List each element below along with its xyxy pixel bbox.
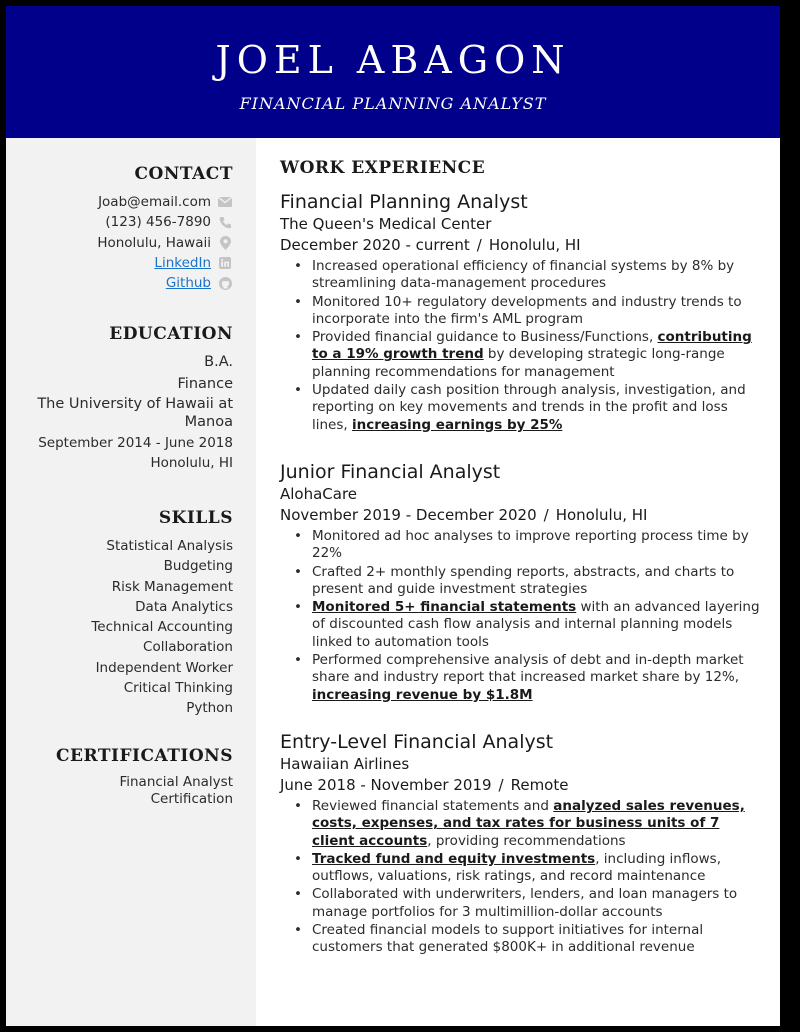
email-text[interactable]: Joab@email.com (98, 194, 211, 210)
highlight-text: contributing to a 19% growth trend (312, 329, 752, 363)
skills-section (13, 508, 233, 719)
contact-section (13, 164, 233, 293)
job-dates: June 2018 - November 2019 (280, 776, 492, 794)
job-title: Entry-Level Financial Analyst (280, 731, 554, 753)
education-section (13, 324, 233, 474)
job-location: Honolulu, HI (488, 236, 581, 254)
bullet-item: • Reviewed financial statements and analyzed sales revenues, costs, expenses, and tax rates for business units of 7 client accounts, providing recommendations (280, 798, 760, 850)
github-link[interactable]: Github (165, 275, 211, 292)
bullet-item: • Updated daily cash position through analysis, investigation, and reporting on key movements and trends in the profit and loss lines, increasing earnings by 25% (280, 382, 760, 434)
job-meta: June 2018 - November 2019 / Remote (280, 776, 569, 794)
linkedin-icon (217, 256, 233, 270)
skill-item: Collaboration (143, 639, 233, 656)
certifications-section (13, 746, 233, 807)
bullet-item: • Monitored 10+ regulatory developments and industry trends to incorporate into the firm's AML program (280, 294, 760, 329)
highlight-text: analyzed sales revenues, costs, expenses, and tax rates for business units of 7 client accounts (312, 798, 745, 849)
bullet-item: • Collaborated with underwriters, lenders, and loan managers to manage portfolios for 3 multimillion-dollar accounts (280, 886, 760, 921)
bullet-item: • Performed comprehensive analysis of debt and in-depth market share and industry report that increased market share by 12%, increasing revenue by $1.8M (280, 652, 760, 704)
job-company: The Queen's Medical Center (280, 215, 492, 233)
skill-item: Technical Accounting (91, 619, 233, 636)
sidebar (6, 138, 256, 1026)
highlight-text: Monitored 5+ financial statements (312, 599, 577, 616)
skills-heading: SKILLS (158, 508, 233, 528)
contact-location (13, 233, 233, 253)
education-heading: EDUCATION (109, 324, 233, 344)
skill-item: Budgeting (163, 558, 233, 575)
job-company: Hawaiian Airlines (280, 755, 410, 773)
job-dates: November 2019 - December 2020 (280, 506, 537, 524)
job-entry (280, 460, 760, 705)
bullet-item: • Provided financial guidance to Business/Functions, contributing to a 19% growth trend by developing strategic long-range planning recommendations for management (280, 329, 760, 381)
bullet-item: • Tracked fund and equity investments, including inflows, outflows, valuations, risk ratings, and record maintenance (280, 851, 760, 886)
resume-header (6, 6, 780, 138)
contact-github[interactable] (13, 273, 233, 293)
skill-item: Python (186, 700, 233, 717)
job-location: Remote (510, 776, 569, 794)
job-entry (280, 730, 760, 958)
skill-item: Data Analytics (135, 598, 233, 615)
location-text: Honolulu, Hawaii (97, 234, 211, 251)
linkedin-link[interactable]: LinkedIn (154, 254, 211, 271)
certification-item: Financial Analyst Certification (119, 774, 233, 807)
bullet-item: • Created financial models to support initiatives for internal customers that generated $800K+ in additional revenue (280, 922, 760, 957)
skill-item: Statistical Analysis (106, 538, 233, 554)
envelope-icon (217, 195, 233, 209)
candidate-title: FINANCIAL PLANNING ANALYST (239, 94, 547, 113)
job-bullets (280, 798, 760, 957)
job-meta: December 2020 - current / Honolulu, HI (280, 236, 581, 254)
job-title: Junior Financial Analyst (280, 461, 501, 483)
job-meta: November 2019 - December 2020 / Honolulu, HI (280, 506, 648, 524)
contact-email[interactable] (13, 192, 233, 212)
skill-item: Independent Worker (95, 659, 233, 676)
bullet-item: • Increased operational efficiency of financial systems by 8% by streamlining data-management procedures (280, 258, 760, 293)
map-pin-icon (217, 236, 233, 250)
education-degree: B.A. (204, 354, 233, 370)
certifications-heading: CERTIFICATIONS (56, 746, 233, 766)
job-company: AlohaCare (280, 485, 358, 503)
education-field: Finance (177, 375, 233, 392)
github-icon (217, 276, 233, 290)
highlight-text: increasing revenue by $1.8M (312, 686, 533, 703)
contact-heading: CONTACT (134, 164, 233, 184)
job-bullets (280, 258, 760, 434)
candidate-name: JOEL ABAGON (215, 38, 571, 82)
phone-icon (217, 215, 233, 229)
work-experience-heading: WORK EXPERIENCE (280, 158, 486, 178)
highlight-text: Tracked fund and equity investments (312, 850, 596, 867)
job-location: Honolulu, HI (555, 506, 648, 524)
job-entry (280, 190, 760, 435)
education-location: Honolulu, HI (150, 455, 233, 472)
bullet-item: • Monitored ad hoc analyses to improve reporting process time by 22% (280, 528, 760, 563)
job-bullets (280, 528, 760, 704)
bullet-item: • Monitored 5+ financial statements with an advanced layering of discounted cash flow analysis and internal planning models linked to automation tools (280, 599, 760, 651)
phone-text[interactable]: (123) 456-7890 (105, 214, 211, 231)
education-dates: September 2014 - June 2018 (38, 435, 233, 451)
skill-item: Risk Management (111, 578, 233, 595)
highlight-text: increasing earnings by 25% (351, 416, 563, 433)
job-title: Financial Planning Analyst (280, 191, 528, 213)
education-school: The University of Hawaii at Manoa (37, 396, 233, 430)
contact-linkedin[interactable] (13, 253, 233, 273)
skill-item: Critical Thinking (123, 680, 233, 697)
bullet-item: • Crafted 2+ monthly spending reports, abstracts, and charts to present and guide investment strategies (280, 564, 760, 599)
contact-phone[interactable] (13, 212, 233, 232)
job-dates: December 2020 - current (280, 236, 470, 254)
resume-page (6, 6, 780, 1026)
